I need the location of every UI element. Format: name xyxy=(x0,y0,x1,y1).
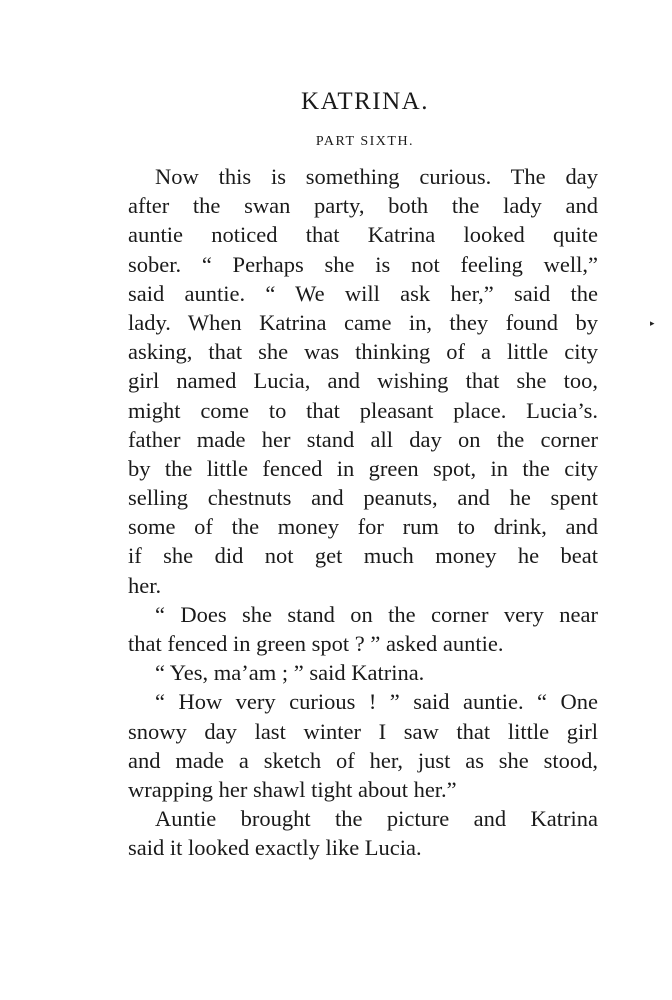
text-line: asking, that she was thinking of a little city xyxy=(128,339,598,365)
text-line: father made her stand all day on the corner xyxy=(128,426,598,452)
page-title: KATRINA. xyxy=(301,88,429,115)
print-mark-icon: ▸ xyxy=(650,318,655,328)
text-line: lady. When Katrina came in, they found by xyxy=(128,309,598,335)
text-line: said auntie. “ We will ask her,” said the xyxy=(128,280,598,306)
text-line: her. xyxy=(128,572,162,598)
text-line: “ How very curious ! ” said auntie. “ One xyxy=(155,689,598,715)
text-line: “ Does she stand on the corner very near xyxy=(155,601,598,627)
text-line: might come to that pleasant place. Lucia’s. xyxy=(128,397,598,423)
text-line: by the little fenced in green spot, in the city xyxy=(128,455,598,481)
text-line: and made a sketch of her, just as she stood, xyxy=(128,747,598,773)
text-line: Now this is something curious. The day xyxy=(155,164,598,189)
text-line: snowy day last winter I saw that little girl xyxy=(128,718,598,744)
text-line: that fenced in green spot ? ” asked auntie. xyxy=(128,631,504,656)
page-subtitle: PART SIXTH. xyxy=(315,134,415,149)
body-text xyxy=(128,162,598,863)
text-line: sober. “ Perhaps she is not feeling well,” xyxy=(128,251,598,277)
text-line: girl named Lucia, and wishing that she too, xyxy=(128,368,598,394)
text-line: if she did not get much money he beat xyxy=(128,543,598,569)
text-line: auntie noticed that Katrina looked quite xyxy=(128,222,598,248)
text-line: after the swan party, both the lady and xyxy=(128,193,598,219)
text-line: “ Yes, ma’am ; ” said Katrina. xyxy=(155,660,425,686)
text-line: Auntie brought the picture and Katrina xyxy=(155,806,598,832)
text-line: wrapping her shawl tight about her.” xyxy=(128,776,457,802)
text-line: some of the money for rum to drink, and xyxy=(128,514,598,540)
text-line: said it looked exactly like Lucia. xyxy=(128,835,422,861)
text-line: selling chestnuts and peanuts, and he spent xyxy=(128,485,598,511)
